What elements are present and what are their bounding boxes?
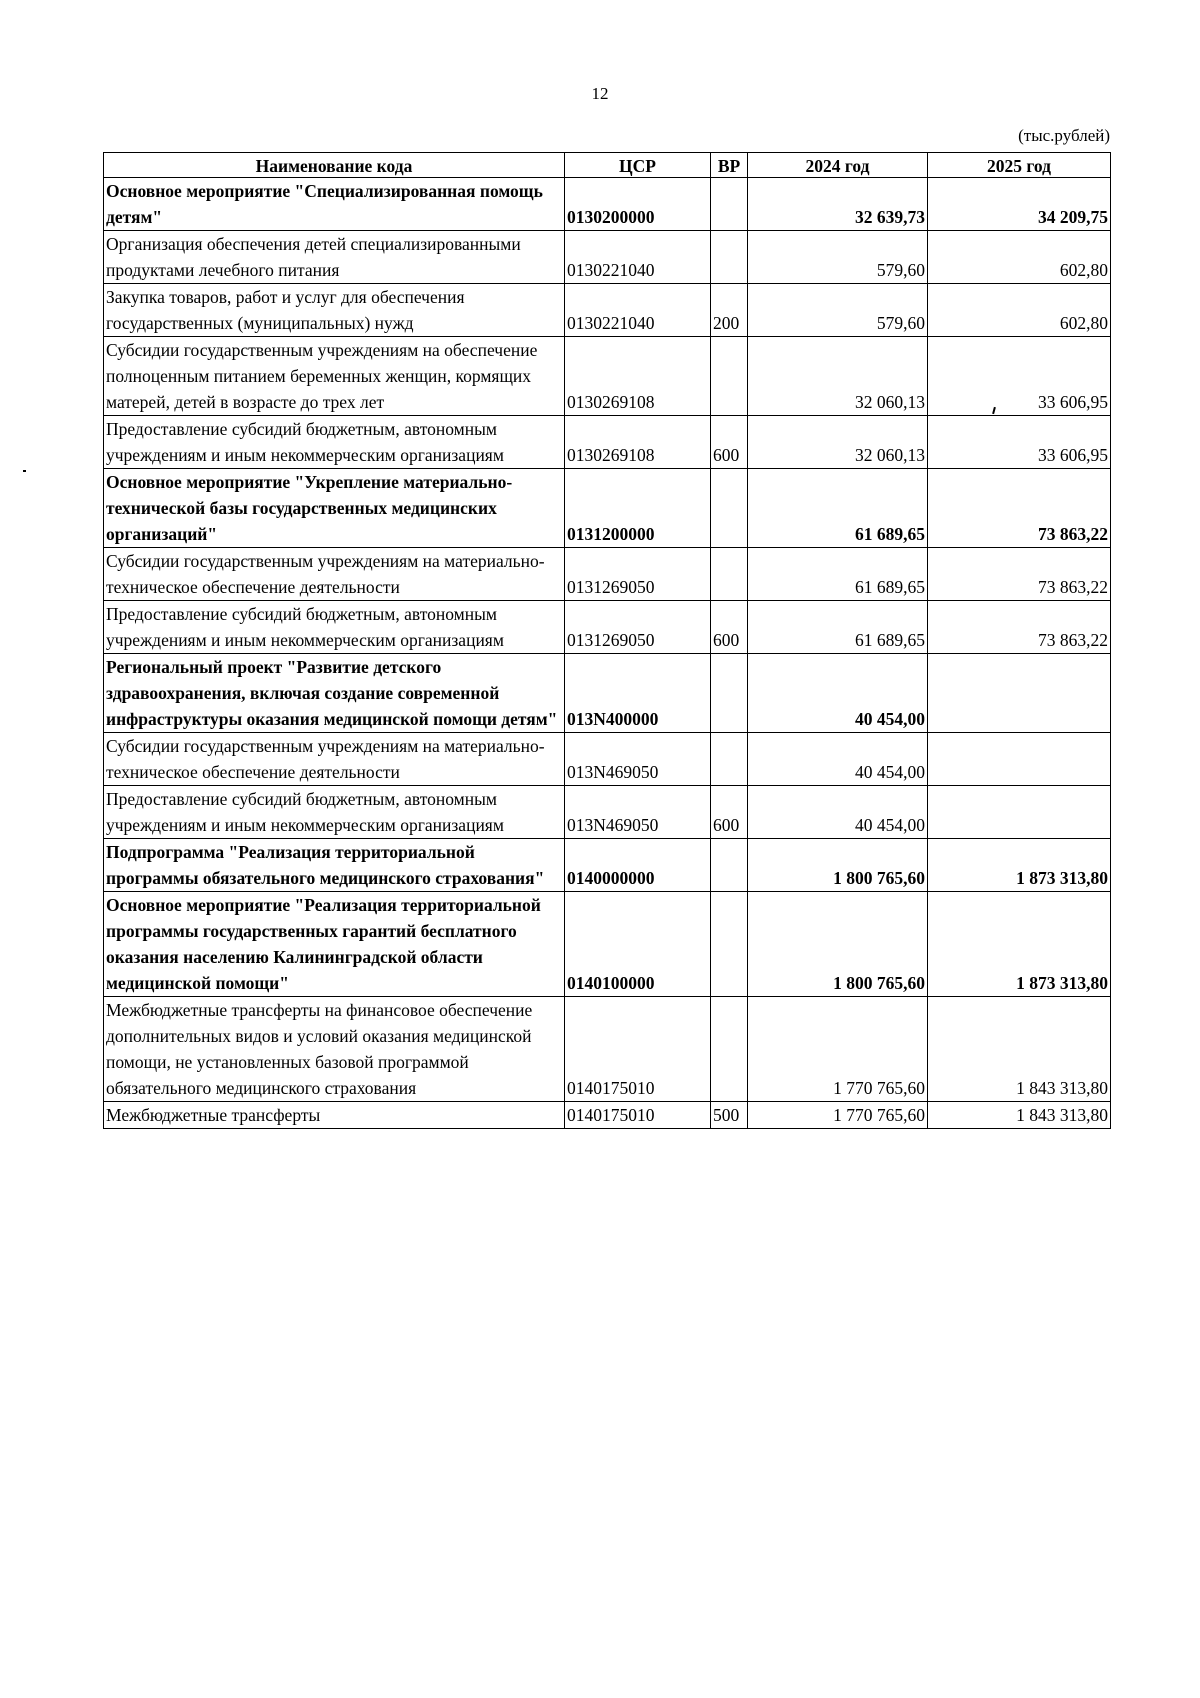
row-2025: 34 209,75 <box>928 178 1111 231</box>
row-2024: 61 689,65 <box>748 601 928 654</box>
row-2025 <box>928 654 1111 733</box>
row-vr <box>711 178 748 231</box>
row-2024: 61 689,65 <box>748 548 928 601</box>
row-name: Межбюджетные трансферты <box>104 1102 565 1129</box>
row-name: Субсидии государственным учреждениям на материально-техническое обеспечение деятельности <box>104 548 565 601</box>
row-vr: 200 <box>711 284 748 337</box>
row-2025: 33 606,95 <box>928 416 1111 469</box>
row-2025: 602,80 <box>928 231 1111 284</box>
table-row <box>104 892 1111 997</box>
header-csr: ЦСР <box>565 153 711 178</box>
row-name: Предоставление субсидий бюджетным, автономным учреждениям и иным некоммерческим организациям <box>104 416 565 469</box>
row-2025 <box>928 786 1111 839</box>
row-vr: 600 <box>711 786 748 839</box>
row-csr: 0140175010 <box>565 1102 711 1129</box>
row-name: Субсидии государственным учреждениям на материально-техническое обеспечение деятельности <box>104 733 565 786</box>
row-csr: 013N400000 <box>565 654 711 733</box>
row-name: Предоставление субсидий бюджетным, автономным учреждениям и иным некоммерческим организациям <box>104 786 565 839</box>
row-2024: 579,60 <box>748 231 928 284</box>
table-row <box>104 231 1111 284</box>
row-csr: 0130221040 <box>565 231 711 284</box>
row-2025: 73 863,22 <box>928 469 1111 548</box>
row-2025: 1 873 313,80 <box>928 892 1111 997</box>
header-2025: 2025 год <box>928 153 1111 178</box>
table-row <box>104 1102 1111 1129</box>
row-2025 <box>928 733 1111 786</box>
row-csr: 0140100000 <box>565 892 711 997</box>
row-name: Основное мероприятие "Специализированная помощь детям" <box>104 178 565 231</box>
row-name: Подпрограмма "Реализация территориальной программы обязательного медицинского страхования" <box>104 839 565 892</box>
row-2024: 40 454,00 <box>748 786 928 839</box>
row-csr: 0130269108 <box>565 337 711 416</box>
row-vr: 500 <box>711 1102 748 1129</box>
row-2024: 1 770 765,60 <box>748 997 928 1102</box>
table-row <box>104 997 1111 1102</box>
row-2024: 1 770 765,60 <box>748 1102 928 1129</box>
row-2024: 40 454,00 <box>748 654 928 733</box>
row-name: Организация обеспечения детей специализированными продуктами лечебного питания <box>104 231 565 284</box>
row-csr: 0140175010 <box>565 997 711 1102</box>
row-2025: 1 843 313,80 <box>928 1102 1111 1129</box>
row-vr <box>711 337 748 416</box>
table-row <box>104 178 1111 231</box>
table-row <box>104 654 1111 733</box>
row-2024: 1 800 765,60 <box>748 892 928 997</box>
table-row <box>104 416 1111 469</box>
row-2024: 32 639,73 <box>748 178 928 231</box>
row-vr: 600 <box>711 601 748 654</box>
row-2024: 32 060,13 <box>748 337 928 416</box>
table-row <box>104 548 1111 601</box>
row-vr <box>711 733 748 786</box>
row-name: Закупка товаров, работ и услуг для обеспечения государственных (муниципальных) нужд <box>104 284 565 337</box>
table-row <box>104 733 1111 786</box>
table-row <box>104 337 1111 416</box>
row-2024: 40 454,00 <box>748 733 928 786</box>
row-name: Субсидии государственным учреждениям на обеспечение полноценным питанием беременных женщин, кормящих матерей, детей в возрасте до трех лет <box>104 337 565 416</box>
row-csr: 0130221040 <box>565 284 711 337</box>
row-name: Основное мероприятие "Реализация территориальной программы государственных гарантий бесплатного оказания населению Калининградской области медицинской помощи" <box>104 892 565 997</box>
row-vr <box>711 231 748 284</box>
units-label: (тыс.рублей) <box>1018 126 1110 145</box>
row-2024: 579,60 <box>748 284 928 337</box>
header-vr: ВР <box>711 153 748 178</box>
row-2024: 1 800 765,60 <box>748 839 928 892</box>
row-vr <box>711 469 748 548</box>
row-2025: 1 873 313,80 <box>928 839 1111 892</box>
table-row <box>104 786 1111 839</box>
row-name: Межбюджетные трансферты на финансовое обеспечение дополнительных видов и условий оказания медицинской помощи, не установленных базовой программой обязательного медицинского страхования <box>104 997 565 1102</box>
budget-table <box>103 152 1111 1129</box>
row-csr: 0130200000 <box>565 178 711 231</box>
row-2025: 602,80 <box>928 284 1111 337</box>
row-2025: 33 606,95 <box>928 337 1111 416</box>
table-row <box>104 469 1111 548</box>
row-2024: 61 689,65 <box>748 469 928 548</box>
row-csr: 0131269050 <box>565 601 711 654</box>
row-name: Основное мероприятие "Укрепление материально-технической базы государственных медицинских организаций" <box>104 469 565 548</box>
row-csr: 0130269108 <box>565 416 711 469</box>
row-2025: 73 863,22 <box>928 601 1111 654</box>
row-vr <box>711 997 748 1102</box>
header-name: Наименование кода <box>104 153 565 178</box>
scan-speck <box>23 470 26 472</box>
row-vr <box>711 654 748 733</box>
row-2025: 73 863,22 <box>928 548 1111 601</box>
row-csr: 013N469050 <box>565 733 711 786</box>
row-csr: 0140000000 <box>565 839 711 892</box>
row-vr <box>711 548 748 601</box>
row-name: Предоставление субсидий бюджетным, автономным учреждениям и иным некоммерческим организациям <box>104 601 565 654</box>
table-row <box>104 839 1111 892</box>
table-row <box>104 601 1111 654</box>
table-row <box>104 284 1111 337</box>
row-2025: 1 843 313,80 <box>928 997 1111 1102</box>
table-header-row <box>104 153 1111 178</box>
row-vr <box>711 892 748 997</box>
row-csr: 0131269050 <box>565 548 711 601</box>
header-2024: 2024 год <box>748 153 928 178</box>
row-csr: 013N469050 <box>565 786 711 839</box>
row-2024: 32 060,13 <box>748 416 928 469</box>
row-vr <box>711 839 748 892</box>
page-number: 12 <box>591 84 609 103</box>
row-vr: 600 <box>711 416 748 469</box>
row-csr: 0131200000 <box>565 469 711 548</box>
row-name: Региональный проект "Развитие детского здравоохранения, включая создание современной инфраструктуры оказания медицинской помощи детям" <box>104 654 565 733</box>
